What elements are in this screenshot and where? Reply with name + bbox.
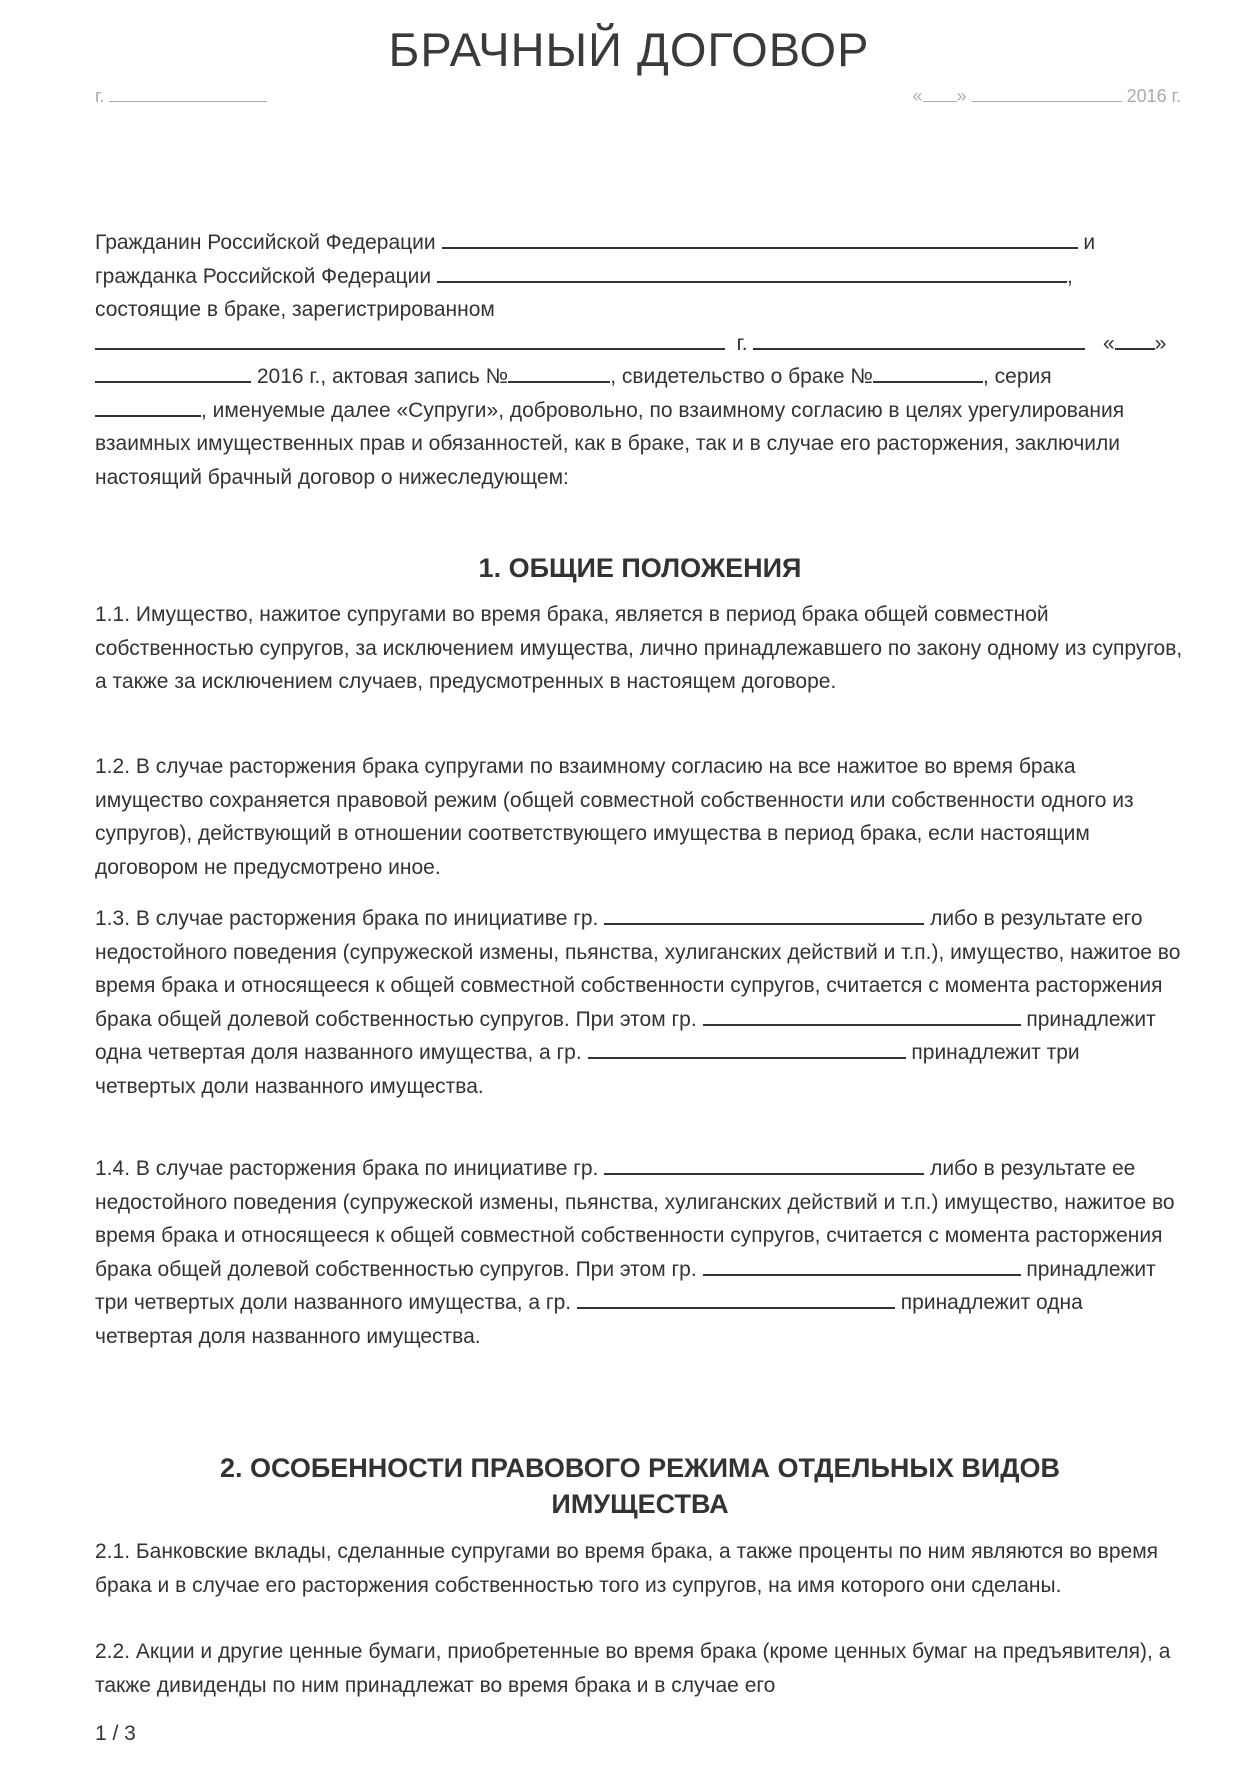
series-blank[interactable]: [95, 395, 201, 417]
registry-office-blank[interactable]: [95, 328, 725, 350]
husband-label: Гражданин Российской Федерации: [95, 231, 436, 254]
section-1-body-2: [95, 750, 1185, 884]
registry-city-blank[interactable]: [753, 328, 1085, 350]
conj-and: и: [1083, 231, 1096, 254]
section-2-heading: 2. ОСОБЕННОСТИ ПРАВОВОГО РЕЖИМА ОТДЕЛЬНЫХ ВИДОВ ИМУЩЕСТВА: [220, 1453, 1060, 1519]
clause-1-1: 1.1. Имущество, нажитое супругами во время брака, является в период брака общей совместной собственностью супругов, за исключением имущества, лично принадлежавшего по закону одному из супругов, а также за исключением случаев, предусмотренных в настоящем договоре.: [95, 603, 1183, 693]
clause-1-4-share-2: принадлежит одна четвертая доля названного имущества.: [95, 1291, 1083, 1348]
clause-1-4-start: 1.4. В случае расторжения брака по инициативе гр.: [95, 1157, 599, 1180]
series-text: , серия: [982, 365, 1052, 388]
header-date-close-quote: »: [956, 86, 967, 106]
section-2-body: [95, 1535, 1185, 1602]
clause-1-4-party-1-blank[interactable]: [703, 1254, 1021, 1276]
clause-2-1: 2.1. Банковские вклады, сделанные супругами во время брака, а также проценты по ним являются во время брака и в случае его расторжения собственностью того из супругов, на имя которого они сделаны.: [95, 1540, 1159, 1597]
header-month-blank[interactable]: [972, 87, 1122, 102]
page-indicator: 1 / 3: [95, 1722, 136, 1745]
certificate-text: , свидетельство о браке №: [610, 365, 873, 388]
record-number-blank[interactable]: [508, 361, 610, 383]
wife-name-blank[interactable]: [437, 261, 1067, 283]
header-city-blank[interactable]: [109, 87, 267, 102]
header-date-open-quote: «: [912, 86, 923, 106]
section-2-body-2: [95, 1635, 1185, 1702]
registry-city-label: г.: [736, 331, 748, 355]
clause-1-3-block: [95, 902, 1185, 1103]
clause-1-3-start: 1.3. В случае расторжения брака по инициативе гр.: [95, 907, 599, 930]
clause-1-3-share-1: принадлежит одна четвертая доля названного имущества, а гр.: [95, 1007, 1156, 1064]
clause-1-4-after-blank: либо в результате ее недостойного поведения (супружеской измены, пьянства, хулиганских действий и т.п.) имущество, нажитое во время брака и относящееся к общей совместной собственности супругов, считается с момента расторжения брака общей долевой собственностью супругов. При этом гр.: [95, 1157, 1175, 1281]
preamble: [95, 226, 1185, 494]
clause-1-4-party-2-blank[interactable]: [577, 1287, 895, 1309]
registry-day-blank[interactable]: [1115, 328, 1155, 350]
header-city: [95, 86, 267, 107]
header-date: [913, 86, 1181, 107]
section-1-heading: 1. ОБЩИЕ ПОЛОЖЕНИЯ: [478, 553, 802, 583]
clause-1-3-initiator-blank[interactable]: [604, 903, 924, 925]
registry-quote-close: »: [1154, 331, 1167, 355]
preamble-rest: , именуемые далее «Супруги», добровольно, по взаимному согласию в целях урегулирования взаимных имущественных прав и обязанностей, как в браке, так и в случае его расторжения, заключили настоящий брачный договор о нижеследующем:: [95, 398, 1125, 489]
header-year: 2016 г.: [1126, 86, 1181, 106]
wife-label: гражданка Российской Федерации: [95, 264, 432, 288]
clause-1-4-share-1: принадлежит три четвертых доли названного имущества, а гр.: [95, 1257, 1156, 1314]
husband-name-blank[interactable]: [442, 227, 1078, 249]
section-1-body: [95, 598, 1185, 699]
registry-quote-open: «: [1102, 331, 1115, 355]
clause-1-4-initiator-blank[interactable]: [604, 1153, 924, 1175]
clause-1-3-after-blank: либо в результате его недостойного поведения (супружеской измены, пьянства, хулиганских действий и т.п.), имущество, нажитое во время брака и относящееся к общей совместной собственности супругов, считается с момента расторжения брака общей долевой собственностью супругов. При этом гр.: [95, 907, 1181, 1031]
year-record-text: 2016 г., актовая запись №: [256, 365, 509, 388]
clause-1-3-party-1-blank[interactable]: [703, 1004, 1021, 1026]
header-day-blank[interactable]: [923, 87, 957, 102]
clause-1-2: 1.2. В случае расторжения брака супругами по взаимному согласию на все нажитое во время брака имущество сохраняется правовой режим (общей совместной собственности или собственности одного из супругов), действующий в отношении соответствующего имущества в период брака, если настоящим договором не предусмотрено иное.: [95, 755, 1134, 879]
page-title: БРАЧНЫЙ ДОГОВОР: [388, 23, 870, 76]
clause-1-3-share-2: принадлежит три четвертых доли названного имущества.: [95, 1041, 1080, 1098]
registry-month-blank[interactable]: [95, 361, 251, 383]
clause-2-2: 2.2. Акции и другие ценные бумаги, приобретенные во время брака (кроме ценных бумаг на предъявителя), а также дивиденды по ним принадлежат во время брака и в случае его: [95, 1640, 1171, 1697]
clause-1-3-party-2-blank[interactable]: [588, 1037, 906, 1059]
certificate-number-blank[interactable]: [873, 361, 983, 383]
header-city-prefix: г.: [95, 86, 105, 106]
married-text: состоящие в браке, зарегистрированном: [95, 298, 495, 321]
clause-1-4-block: [95, 1152, 1185, 1353]
preamble-comma: ,: [1066, 264, 1073, 288]
